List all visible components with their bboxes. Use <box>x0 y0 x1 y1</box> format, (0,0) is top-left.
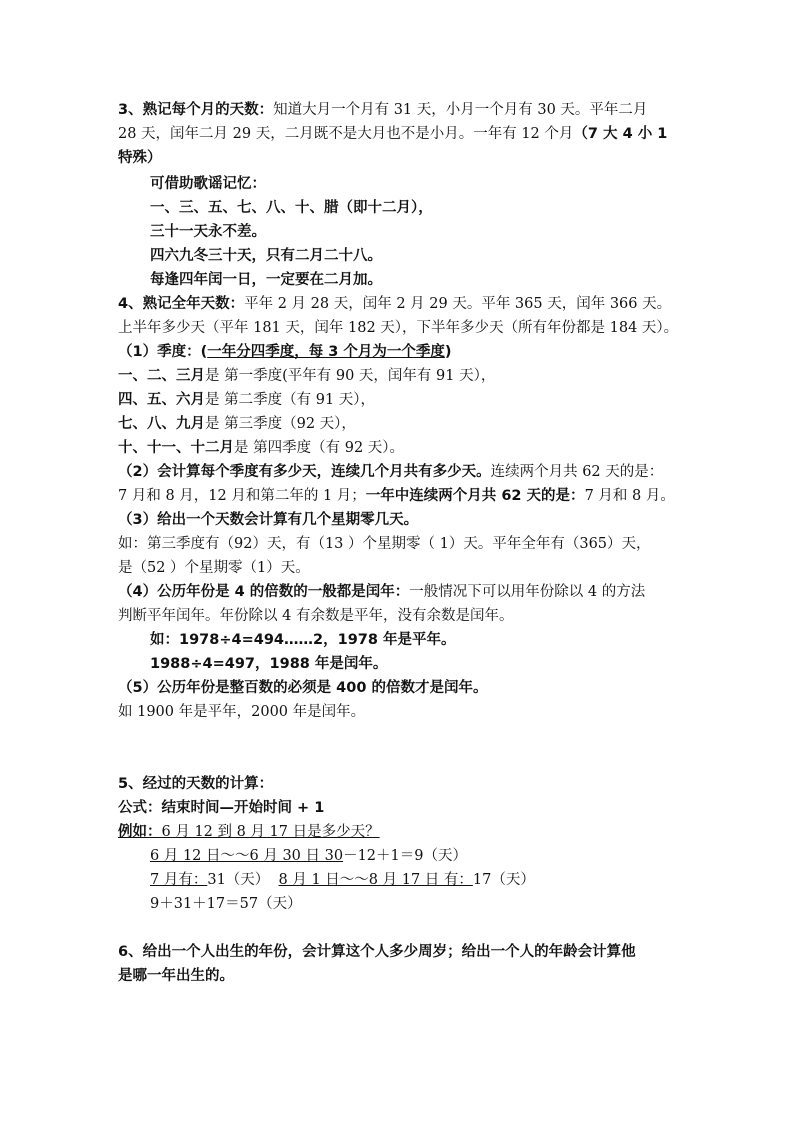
q1-prefix: （1）季度：( <box>118 344 208 360</box>
s3-line-1 <box>118 100 678 120</box>
s4-line-1 <box>118 294 678 314</box>
q2-text: 连续两个月共 62 天的是： <box>490 464 664 480</box>
s3-line-3 <box>118 148 678 168</box>
q2-bold-2: 一年中连续两个月共 62 天的是： <box>365 488 585 504</box>
quarter-4-months: 十、十一、十二月 <box>118 440 234 456</box>
q4-text: 一般情况下可以用年份除以 4 的方法 <box>409 584 646 600</box>
s3-line-2 <box>118 124 678 144</box>
quarter-row-3 <box>118 414 678 434</box>
s5-heading: 5、经过的天数的计算： <box>118 776 274 792</box>
s3-bold-note: （7 大 4 小 1 <box>573 126 668 142</box>
s3-text-1: 知道大月一个月有 31 天，小月一个月有 30 天。平年二月 <box>273 102 648 118</box>
q5-heading: （5）公历年份是整百数的必须是 400 的倍数才是闰年。 <box>118 680 488 696</box>
q3-line-2: 是（52 ）个星期零（1）天。 <box>118 560 310 576</box>
q1-suffix: ) <box>444 344 452 360</box>
q4-heading: （4）公历年份是 4 的倍数的一般都是闰年： <box>118 584 410 600</box>
q2-text-2: 7 月和 8 月，12 月和第二年的 1 月； <box>118 488 366 504</box>
quarter-1-text: 是 第一季度(平年有 90 天，闰年有 91 天）， <box>205 368 496 384</box>
quarter-3-months: 七、八、九月 <box>118 416 205 432</box>
q1-heading <box>118 342 678 362</box>
s5-calc-2-july-val: 31（天） <box>207 872 270 888</box>
quarter-2-text: 是 第二季度（有 91 天）， <box>205 392 376 408</box>
s4-line-2: 上半年多少天（平年 181 天，闰年 182 天），下半年多少天（所有年份都是 184 天）。 <box>118 320 679 336</box>
s5-formula: 公式：结束时间—开始时间 + 1 <box>118 800 325 816</box>
rhyme-line-4: 每逢四年闰一日，一定要在二月加。 <box>150 272 382 288</box>
quarter-3-text: 是 第三季度（92 天）， <box>205 416 356 432</box>
q4-line-2: 判断平年闰年。年份除以 4 有余数是平年，没有余数是闰年。 <box>118 608 514 624</box>
q4-example-2: 1988÷4=497，1988 年是闰年。 <box>150 656 388 672</box>
q5-text: 如 1900 年是平年，2000 年是闰年。 <box>118 704 366 720</box>
s5-calc-1-rest: －12＋1＝9（天） <box>343 848 467 864</box>
s5-calc-2-july: 7 月有： <box>150 872 208 888</box>
quarter-row-1 <box>118 366 678 386</box>
q2-text-end: 7 月和 8 月。 <box>584 488 675 504</box>
s5-example-label: 例如： <box>118 824 162 840</box>
s5-example <box>118 822 678 842</box>
quarter-row-4 <box>118 438 678 458</box>
s5-calc-2-august-val: 17（天） <box>472 872 535 888</box>
s3-bold-note-end: 特殊） <box>118 150 162 166</box>
quarter-2-months: 四、五、六月 <box>118 392 205 408</box>
s5-calc-2 <box>150 870 710 890</box>
q2-line-2 <box>118 486 678 506</box>
q2-line-1 <box>118 462 678 482</box>
rhyme-line-3: 四六九冬三十天，只有二月二十八。 <box>150 248 382 264</box>
q2-heading: （2）会计算每个季度有多少天，连续几个月共有多少天。 <box>118 464 491 480</box>
q4-line-1 <box>118 582 678 602</box>
q4-example-1: 如：1978÷4=494……2，1978 年是平年。 <box>150 632 456 648</box>
rhyme-line-1: 一、三、五、七、八、十、腊（即十二月）， <box>150 200 433 216</box>
s6-line-2: 是哪一年出生的。 <box>118 968 234 984</box>
rhyme-intro: 可借助歌谣记忆： <box>150 176 266 192</box>
quarter-row-2 <box>118 390 678 410</box>
s6-line-1: 6、给出一个人出生的年份，会计算这个人多少周岁；给出一个人的年龄会计算他 <box>118 944 636 960</box>
s5-calc-1-range: 6 月 12 日～～6 月 30 日 30 <box>150 848 344 864</box>
s4-heading: 4、熟记全年天数： <box>118 296 245 312</box>
s4-text-1: 平年 2 月 28 天，闰年 2 月 29 天。平年 365 天，闰年 366 天。 <box>244 296 672 312</box>
rhyme-line-2: 三十一天永不差。 <box>150 224 266 240</box>
q3-heading: （3）给出一个天数会计算有几个星期零几天。 <box>118 512 419 528</box>
quarter-4-text: 是 第四季度（有 92 天）。 <box>234 440 405 456</box>
s5-calc-3: 9＋31＋17＝57（天） <box>150 896 302 912</box>
q1-definition: 一年分四季度，每 3 个月为一个季度 <box>207 344 445 360</box>
s5-calc-2-august: 8 月 1 日～～8 月 17 日 有： <box>278 872 473 888</box>
s5-example-text: 6 月 12 到 8 月 17 日是多少天？ <box>161 824 380 840</box>
quarter-1-months: 一、二、三月 <box>118 368 205 384</box>
s5-calc-1 <box>150 846 710 866</box>
s3-heading: 3、熟记每个月的天数： <box>118 102 274 118</box>
s3-text-2: 28 天，闰年二月 29 天，二月既不是大月也不是小月。一年有 12 个月 <box>118 126 574 142</box>
q3-line-1: 如：第三季度有（92）天，有（13 ）个星期零（ 1）天。平年全年有（365）天， <box>118 536 651 552</box>
